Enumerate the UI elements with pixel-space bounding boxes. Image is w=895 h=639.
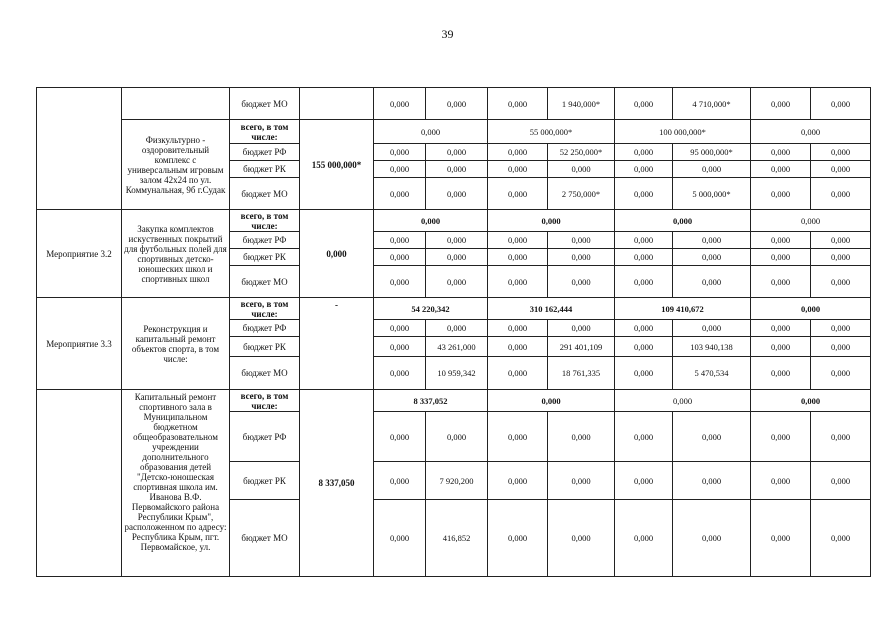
year-total-cell: 0,000 (374, 210, 488, 232)
value-cell: 0,000 (374, 266, 426, 298)
value-cell: 0,000 (811, 412, 871, 462)
value-cell: 1 940,000* (548, 88, 615, 120)
value-cell: 0,000 (615, 161, 673, 178)
value-cell: 0,000 (374, 249, 426, 266)
year-total-cell: 0,000 (615, 210, 751, 232)
source-label: бюджет МО (230, 88, 300, 120)
value-cell: 0,000 (374, 320, 426, 337)
value-cell: 0,000 (548, 500, 615, 577)
value-cell: 0,000 (488, 178, 548, 210)
source-label: бюджет РК (230, 161, 300, 178)
value-cell: 52 250,000* (548, 144, 615, 161)
value-cell: 0,000 (426, 266, 488, 298)
year-total-cell: 55 000,000* (488, 120, 615, 144)
value-cell: 0,000 (374, 357, 426, 390)
value-cell: 0,000 (751, 161, 811, 178)
value-cell: 0,000 (673, 249, 751, 266)
year-total-cell: 0,000 (488, 390, 615, 412)
value-cell: 0,000 (811, 178, 871, 210)
source-label: бюджет МО (230, 178, 300, 210)
budget-table (36, 87, 871, 577)
value-cell: 0,000 (426, 320, 488, 337)
object-name-cell (122, 88, 230, 120)
year-total-cell: 0,000 (615, 390, 751, 412)
source-label: бюджет МО (230, 357, 300, 390)
value-cell: 0,000 (488, 232, 548, 249)
value-cell: 0,000 (615, 462, 673, 500)
value-cell: 0,000 (811, 249, 871, 266)
year-total-cell: 0,000 (751, 210, 871, 232)
value-cell: 0,000 (751, 88, 811, 120)
value-cell: 0,000 (488, 144, 548, 161)
value-cell: 0,000 (488, 357, 548, 390)
value-cell: 0,000 (751, 266, 811, 298)
value-cell: 0,000 (548, 249, 615, 266)
source-label-all: всего, в том числе: (230, 390, 300, 412)
measure-cell (37, 88, 122, 210)
year-total-cell: 0,000 (751, 120, 871, 144)
value-cell: 0,000 (751, 357, 811, 390)
value-cell: 5 470,534 (673, 357, 751, 390)
value-cell: 7 920,200 (426, 462, 488, 500)
total-cell: 8 337,050 (300, 390, 374, 577)
table-row (37, 88, 871, 120)
table-row (37, 298, 871, 320)
value-cell: 0,000 (374, 144, 426, 161)
value-cell: 0,000 (426, 88, 488, 120)
source-label: бюджет РФ (230, 412, 300, 462)
value-cell: 0,000 (673, 161, 751, 178)
year-total-cell: 100 000,000* (615, 120, 751, 144)
year-total-cell: 54 220,342 (374, 298, 488, 320)
value-cell: 0,000 (488, 462, 548, 500)
measure-cell (37, 390, 122, 577)
value-cell: 0,000 (673, 500, 751, 577)
value-cell: 0,000 (673, 266, 751, 298)
value-cell: 0,000 (811, 500, 871, 577)
source-label: бюджет МО (230, 266, 300, 298)
value-cell: 0,000 (488, 500, 548, 577)
value-cell: 0,000 (374, 500, 426, 577)
total-cell: - (300, 298, 374, 390)
year-total-cell: 0,000 (751, 298, 871, 320)
table-row (37, 390, 871, 412)
value-cell: 0,000 (426, 412, 488, 462)
value-cell: 0,000 (426, 161, 488, 178)
value-cell: 0,000 (811, 337, 871, 357)
value-cell: 4 710,000* (673, 88, 751, 120)
value-cell: 0,000 (751, 320, 811, 337)
value-cell: 0,000 (615, 266, 673, 298)
value-cell: 0,000 (426, 249, 488, 266)
value-cell: 0,000 (615, 412, 673, 462)
year-total-cell: 109 410,672 (615, 298, 751, 320)
value-cell: 0,000 (751, 500, 811, 577)
value-cell: 0,000 (548, 320, 615, 337)
value-cell: 0,000 (751, 178, 811, 210)
value-cell: 0,000 (811, 161, 871, 178)
source-label-all: всего, в том числе: (230, 120, 300, 144)
value-cell: 0,000 (811, 144, 871, 161)
value-cell: 0,000 (374, 412, 426, 462)
source-label: бюджет МО (230, 500, 300, 577)
source-label-all: всего, в том числе: (230, 298, 300, 320)
table-row (37, 120, 871, 144)
value-cell: 0,000 (426, 144, 488, 161)
year-total-cell: 0,000 (374, 120, 488, 144)
value-cell: 0,000 (811, 232, 871, 249)
source-label: бюджет РФ (230, 144, 300, 161)
value-cell: 0,000 (488, 337, 548, 357)
value-cell: 0,000 (374, 88, 426, 120)
value-cell: 0,000 (673, 320, 751, 337)
source-label: бюджет РФ (230, 232, 300, 249)
object-name-cell: Реконструкция и капитальный ремонт объектов спорта, в том числе: (122, 298, 230, 390)
value-cell: 0,000 (811, 320, 871, 337)
value-cell: 0,000 (488, 88, 548, 120)
value-cell: 0,000 (751, 412, 811, 462)
year-total-cell: 0,000 (751, 390, 871, 412)
value-cell: 0,000 (488, 161, 548, 178)
value-cell: 0,000 (488, 266, 548, 298)
value-cell: 0,000 (548, 232, 615, 249)
value-cell: 0,000 (811, 266, 871, 298)
value-cell: 0,000 (548, 412, 615, 462)
value-cell: 0,000 (751, 144, 811, 161)
value-cell: 103 940,138 (673, 337, 751, 357)
value-cell: 18 761,335 (548, 357, 615, 390)
value-cell: 0,000 (548, 266, 615, 298)
source-label: бюджет РК (230, 249, 300, 266)
year-total-cell: 8 337,052 (374, 390, 488, 412)
year-total-cell: 0,000 (488, 210, 615, 232)
value-cell: 0,000 (374, 337, 426, 357)
value-cell: 2 750,000* (548, 178, 615, 210)
table-row (37, 210, 871, 232)
value-cell: 0,000 (615, 500, 673, 577)
value-cell: 0,000 (488, 249, 548, 266)
value-cell: 0,000 (488, 320, 548, 337)
value-cell: 0,000 (426, 232, 488, 249)
value-cell: 0,000 (374, 178, 426, 210)
total-cell: 0,000 (300, 210, 374, 298)
value-cell: 0,000 (673, 462, 751, 500)
value-cell: 0,000 (615, 337, 673, 357)
value-cell: 10 959,342 (426, 357, 488, 390)
source-label: бюджет РК (230, 462, 300, 500)
value-cell: 0,000 (615, 249, 673, 266)
value-cell: 0,000 (548, 161, 615, 178)
value-cell: 0,000 (374, 161, 426, 178)
value-cell: 0,000 (488, 412, 548, 462)
value-cell: 0,000 (673, 232, 751, 249)
value-cell: 0,000 (811, 88, 871, 120)
value-cell: 0,000 (811, 357, 871, 390)
value-cell: 291 401,109 (548, 337, 615, 357)
value-cell: 0,000 (548, 462, 615, 500)
object-name-cell: Капитальный ремонт спортивного зала в Муниципальном бюджетном общеобразовательном учреждении дополнительного образования детей "Детско-юношеская спортивная школа им. Иванова В.Ф. Первомайского района Республики Крым", расположенном по адресу: Республика Крым, пгт. Первомайское, ул. (122, 390, 230, 577)
total-cell: 155 000,000* (300, 120, 374, 210)
object-name-cell: Физкультурно - оздоровительный комплекс с универсальным игровым залом 42х24 по ул. Коммунальная, 9б г.Судак (122, 120, 230, 210)
value-cell: 0,000 (374, 462, 426, 500)
year-total-cell: 310 162,444 (488, 298, 615, 320)
total-cell (300, 88, 374, 120)
value-cell: 0,000 (615, 178, 673, 210)
value-cell: 43 261,000 (426, 337, 488, 357)
page-number: 39 (441, 27, 454, 41)
value-cell: 0,000 (751, 249, 811, 266)
value-cell: 0,000 (751, 462, 811, 500)
value-cell: 0,000 (615, 144, 673, 161)
value-cell: 0,000 (615, 232, 673, 249)
measure-cell: Мероприятие 3.2 (37, 210, 122, 298)
value-cell: 0,000 (673, 412, 751, 462)
measure-cell: Мероприятие 3.3 (37, 298, 122, 390)
value-cell: 0,000 (751, 337, 811, 357)
value-cell: 416,852 (426, 500, 488, 577)
source-label: бюджет РФ (230, 320, 300, 337)
value-cell: 5 000,000* (673, 178, 751, 210)
value-cell: 0,000 (615, 357, 673, 390)
value-cell: 0,000 (811, 462, 871, 500)
value-cell: 0,000 (426, 178, 488, 210)
value-cell: 0,000 (615, 88, 673, 120)
value-cell: 95 000,000* (673, 144, 751, 161)
source-label-all: всего, в том числе: (230, 210, 300, 232)
source-label: бюджет РК (230, 337, 300, 357)
value-cell: 0,000 (615, 320, 673, 337)
value-cell: 0,000 (374, 232, 426, 249)
value-cell: 0,000 (751, 232, 811, 249)
object-name-cell: Закупка комплектов искуственных покрытий для футбольных полей для спортивных детско-юношеских школ и спортивных школ (122, 210, 230, 298)
